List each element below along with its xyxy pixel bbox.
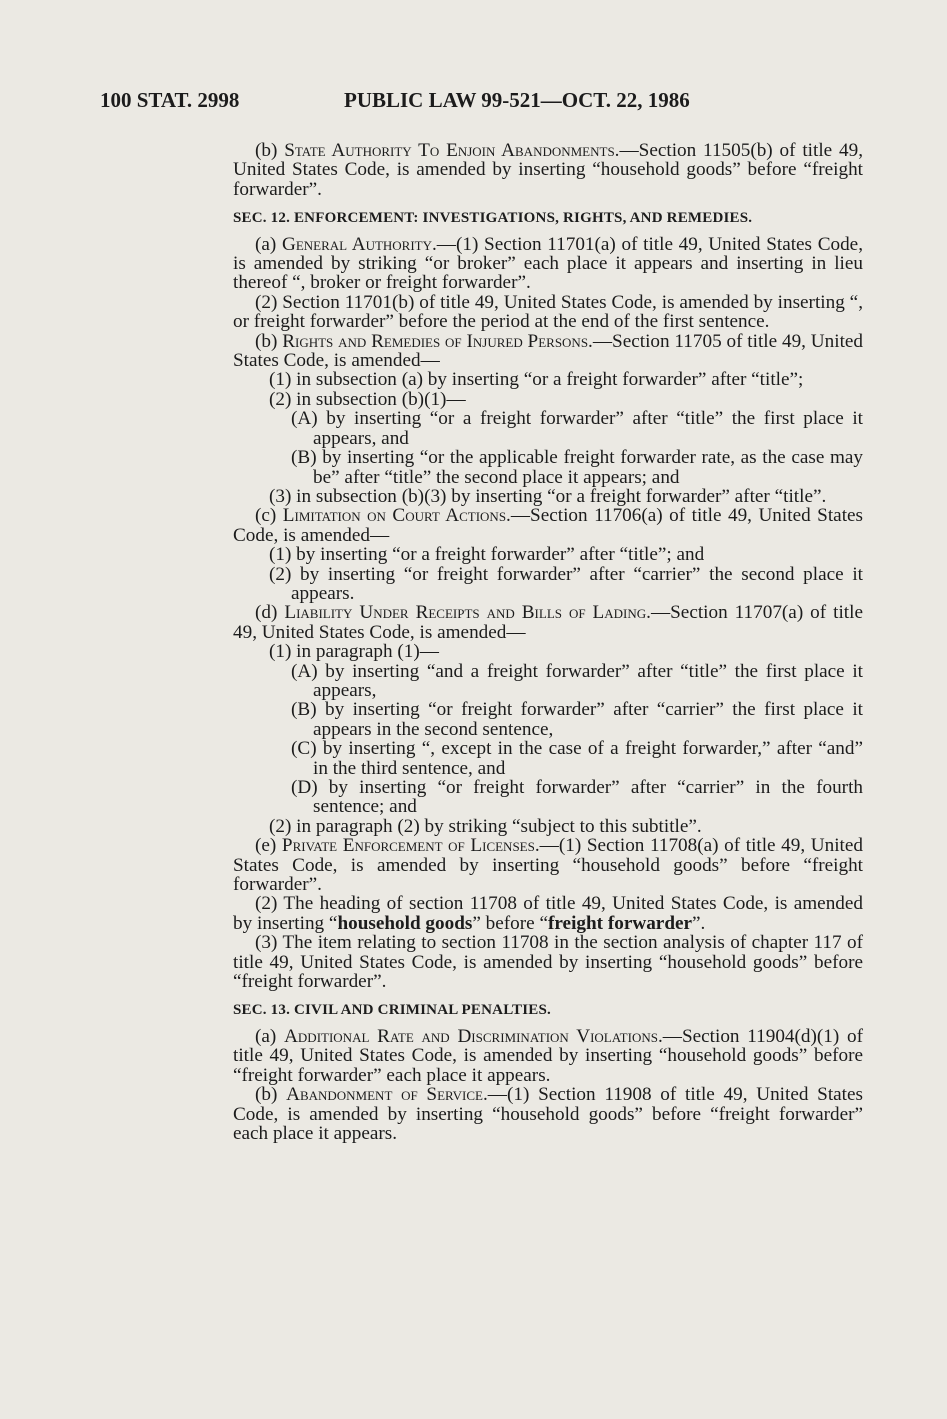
paragraph-12-b-2: (2) in subsection (b)(1)— xyxy=(269,388,466,410)
bold-term-freight-forwarder: freight forwarder xyxy=(548,912,693,934)
paragraph-12-a-2: (2) Section 11701(b) of title 49, United States Code, is amended by inserting “, or freight forwarder” before the period at the end of the first sentence. xyxy=(233,291,863,333)
subparagraph-12-d-1-B: (B) by inserting “or freight forwarder” after “carrier” the first place it appears in the second sentence, xyxy=(291,699,863,740)
subsection-heading: General Authority. xyxy=(281,233,437,255)
subsection-13-b: (b) Abandonment of Service.—(1) Section 11908 of title 49, United States Code, is amended by inserting “household goods” before “freight forwarder” each place it appears. xyxy=(233,1084,863,1144)
subparagraph-12-d-1-A: (A) by inserting “and a freight forwarder” after “title” the first place it appears, xyxy=(291,660,863,701)
page-body xyxy=(233,141,863,1143)
page-header xyxy=(100,88,880,114)
bold-term-household-goods: household goods xyxy=(337,912,473,934)
subsection-heading: Additional Rate and Discrimination Violations. xyxy=(284,1025,663,1047)
paragraph-12-e-2: (2) The heading of section 11708 of title 49, United States Code, is amended by inserting “household goods” before “freight forwarder”. xyxy=(233,893,863,934)
subsection-heading: Private Enforcement of Licenses. xyxy=(281,835,540,857)
running-title: PUBLIC LAW 99-521—OCT. 22, 1986 xyxy=(344,88,690,112)
subsection-12-d: (d) Liability Under Receipts and Bills of Lading.—Section 11707(a) of title 49, United States Code, is amended— xyxy=(233,602,863,643)
subparagraph-12-d-1-D: (D) by inserting “or freight forwarder” after “carrier” in the fourth sentence; and xyxy=(291,777,863,818)
subsection-12-b: (b) Rights and Remedies of Injured Persons.—Section 11705 of title 49, United States Code, is amended— xyxy=(233,330,864,372)
subsection-heading: State Authority To Enjoin Abandonments. xyxy=(284,140,620,161)
subsection-heading: Abandonment of Service. xyxy=(286,1084,488,1106)
subsection-12-c: (c) Limitation on Court Actions.—Section 11706(a) of title 49, United States Code, is amended— xyxy=(233,505,864,546)
section-13-heading: SEC. 13. CIVIL AND CRIMINAL PENALTIES. xyxy=(233,1002,551,1019)
paragraph-12-d-1: (1) in paragraph (1)— xyxy=(269,641,439,663)
subsection-heading: Limitation on Court Actions. xyxy=(282,505,511,527)
paragraph-12-d-2: (2) in paragraph (2) by striking “subject to this subtitle”. xyxy=(269,815,702,837)
paragraph-12-e-3: (3) The item relating to section 11708 in the section analysis of chapter 117 of title 49, United States Code, is amended by inserting “household goods” before “freight forwarder”. xyxy=(233,932,863,993)
paragraph-12-b-1: (1) in subsection (a) by inserting “or a freight forwarder” after “title”; xyxy=(269,369,804,391)
subsection-12-a: (a) General Authority.—(1) Section 11701(a) of title 49, United States Code, is amended by striking “or broker” each place it appears and inserting in lieu thereof “, broker or freight forwarder”. xyxy=(233,233,863,294)
subsection-heading: Liability Under Receipts and Bills of Lading. xyxy=(284,602,651,624)
section-12-heading: SEC. 12. ENFORCEMENT: INVESTIGATIONS, RIGHTS, AND REMEDIES. xyxy=(233,210,753,227)
subparagraph-12-b-2-A: (A) by inserting “or a freight forwarder” after “title” the first place it appears, and xyxy=(291,408,863,449)
paragraph-12-b-3: (3) in subsection (b)(3) by inserting “or a freight forwarder” after “title”. xyxy=(269,485,827,507)
subsection-13-a: (a) Additional Rate and Discrimination Violations.—Section 11904(d)(1) of title 49, United States Code, is amended by inserting “household goods” before “freight forwarder” each place it appears. xyxy=(233,1025,864,1086)
subsection-11-b: (b) State Authority To Enjoin Abandonments.—Section 11505(b) of title 49, United States Code, is amended by inserting “household goods” before “freight forwarder”. xyxy=(233,140,863,200)
subparagraph-12-d-1-C: (C) by inserting “, except in the case of a freight forwarder,” after “and” in the third sentence, and xyxy=(291,738,863,779)
paragraph-12-c-1: (1) by inserting “or a freight forwarder” after “title”; and xyxy=(269,544,705,566)
subparagraph-12-b-2-B: (B) by inserting “or the applicable freight forwarder rate, as the case may be” after “title” the second place it appears; and xyxy=(291,447,863,488)
subsection-12-e: (e) Private Enforcement of Licenses.—(1) Section 11708(a) of title 49, United States Code, is amended by inserting “household goods” before “freight forwarder”. xyxy=(233,835,863,896)
paragraph-12-c-2: (2) by inserting “or freight forwarder” after “carrier” the second place it appears. xyxy=(269,563,863,604)
stat-page-number: 100 STAT. 2998 xyxy=(100,88,240,112)
subsection-heading: Rights and Remedies of Injured Persons. xyxy=(282,330,593,352)
